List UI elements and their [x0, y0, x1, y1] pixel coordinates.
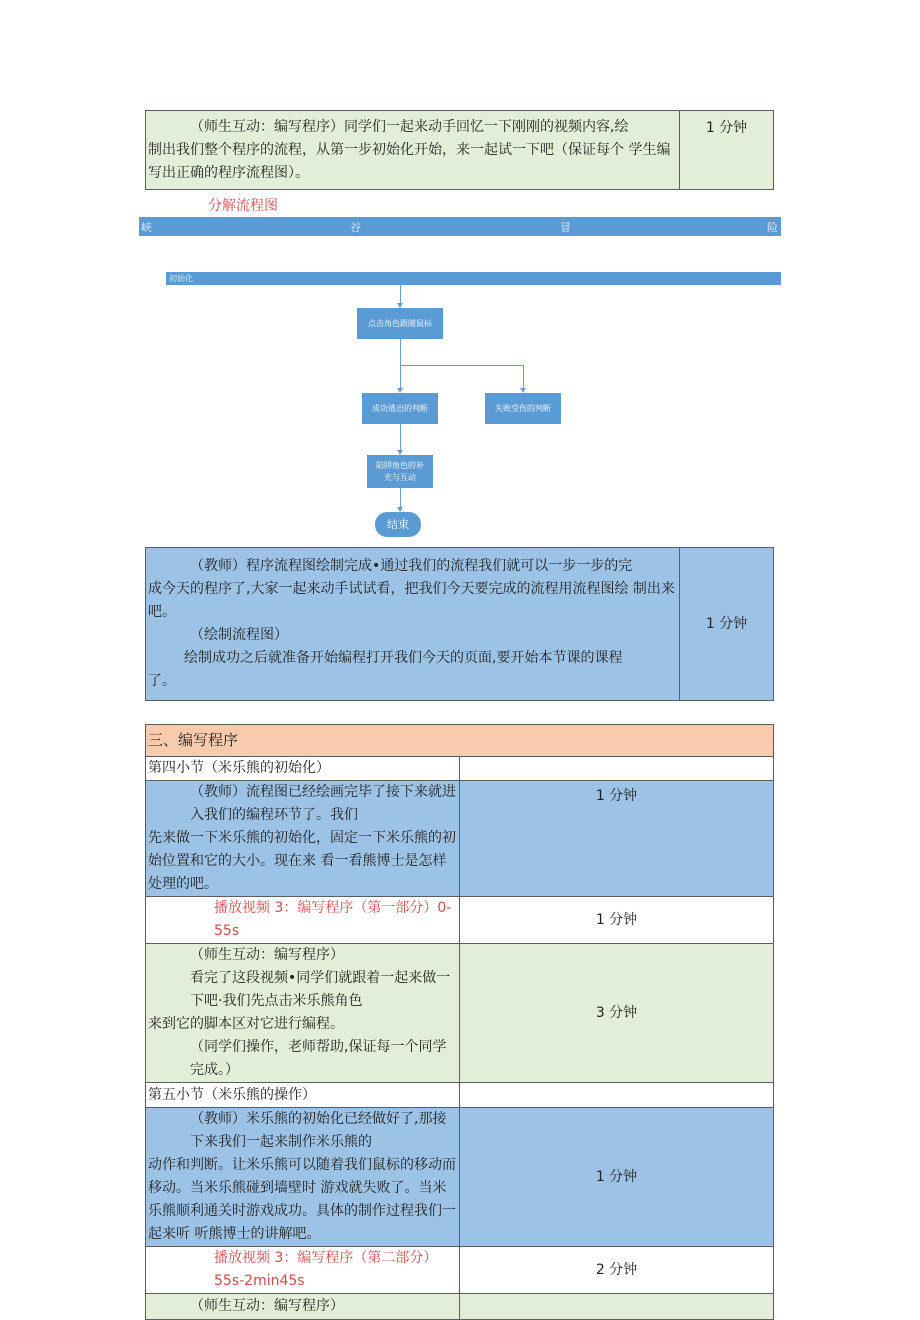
video-text: 播放视频 3：编写程序（第二部分）55s-2min45s	[214, 1250, 438, 1289]
flow-node-trap-role	[367, 455, 433, 488]
subsection-title: 第四小节（米乐熊的初始化）	[146, 757, 460, 781]
time-cell	[460, 757, 774, 781]
text-line: （师生互动：编写程序）同学们一起来动手回忆一下刚刚的视频内容,绘	[190, 118, 629, 135]
text-line: 制出我们整个程序的流程，从第一步初始化开始，来一起试一下吧（保证每个	[148, 141, 624, 158]
row-content	[146, 548, 680, 701]
time-cell: 1 分钟	[460, 1108, 774, 1247]
time-cell	[460, 1083, 774, 1108]
connector-line	[523, 365, 524, 388]
text-line: 看一看熊博士是怎样处理的吧。	[148, 853, 447, 892]
band-char: 冒	[560, 221, 571, 234]
node-text: 陷阱角色的补	[376, 460, 424, 470]
flow-node-end: 结束	[375, 512, 421, 537]
init-bar	[166, 272, 781, 285]
flow-node-follow-mouse: 点击角色跟随鼠标	[357, 308, 443, 339]
table-row	[146, 1294, 774, 1320]
video-text: 播放视频 3：编写程序（第一部分）0-55s	[214, 900, 452, 939]
time-cell	[460, 1294, 774, 1320]
connector-line	[400, 488, 401, 508]
row-content	[146, 944, 460, 1083]
band-char: 峡	[141, 221, 152, 234]
text-line: 学生编写出正确的程序流程图）。	[148, 141, 671, 181]
video-cell	[146, 1247, 460, 1294]
title-band	[139, 217, 781, 236]
table-row	[146, 1083, 774, 1108]
section-title: 分解流程图	[208, 198, 278, 214]
band-char: 谷	[350, 221, 361, 234]
text-line: （同学们操作，老师帮助,保证每一个同学完成。）	[190, 1039, 447, 1078]
table-row	[146, 548, 774, 701]
text-line: （教师）米乐熊的初始化已经做好了,那接下来我们一起来制作米乐熊的	[190, 1111, 447, 1150]
table-row	[146, 944, 774, 1083]
table-row	[146, 897, 774, 944]
text-line: 看完了这段视频•同学们就跟着一起来做一下吧·我们先点击米乐熊角色	[190, 970, 451, 1009]
init-label: 初始化	[169, 274, 193, 283]
time-cell: 3 分钟	[460, 944, 774, 1083]
table-row	[146, 725, 774, 757]
text-line: （师生互动：编写程序）	[190, 947, 344, 963]
top-interaction-table	[145, 110, 774, 190]
connector-line	[400, 365, 401, 388]
row-content	[146, 111, 680, 190]
table-row	[146, 1247, 774, 1294]
part-heading: 三、编写程序	[146, 725, 774, 757]
text-line: （师生互动：编写程序）	[190, 1298, 344, 1314]
text-line: 来到它的脚本区对它进行编程。	[148, 1016, 344, 1032]
row-content	[146, 1294, 460, 1320]
text-line: 成今天的程序了,大家一起来动手试试看，把我们今天要完成的流程用流程图绘	[148, 581, 629, 597]
text-line: 听熊博士的讲解吧。	[194, 1226, 321, 1242]
teacher-table	[145, 547, 774, 701]
flow-node-fail-check: 失败受伤的判断	[485, 393, 561, 424]
time-cell: 1 分钟	[680, 548, 774, 701]
band-char: 险	[767, 221, 778, 234]
time-cell: 1 分钟	[680, 111, 774, 190]
text-line: 绘制成功之后就准备开始编程打开我们今天的页面,要开始本节课的课程	[184, 650, 623, 666]
flow-node-escape-check: 成功逃出的判断	[362, 393, 438, 424]
time-cell: 1 分钟	[460, 781, 774, 897]
node-text: 充与互动	[384, 472, 416, 482]
text-line: 游戏就失败了。当米乐熊顺利通关时游戏成功。具体的制作过程我们一起来听	[148, 1180, 456, 1242]
part3-table	[145, 724, 774, 1320]
row-content	[146, 781, 460, 897]
table-row	[146, 757, 774, 781]
text-line: （教师）流程图已经绘画完毕了接下来就进入我们的编程环节了。我们	[190, 784, 456, 823]
connector-line	[400, 339, 401, 365]
text-line: （教师）程序流程图绘制完成•通过我们的流程我们就可以一步一步的完	[190, 558, 633, 574]
table-row	[146, 1108, 774, 1247]
text-line: 制出来吧。	[148, 581, 675, 620]
text-line: 了。	[148, 673, 176, 689]
text-line: 动作和判断。让米乐熊可以随着我们鼠标的移动而移动。当米乐熊碰到墙壁时	[148, 1157, 456, 1196]
table-row	[146, 111, 774, 190]
video-cell	[146, 897, 460, 944]
connector-line	[400, 424, 401, 451]
row-content	[146, 1108, 460, 1247]
text-line: 先来做一下米乐熊的初始化，固定一下米乐熊的初始位置和它的大小。现在来	[148, 830, 456, 869]
text-line: （绘制流程图）	[190, 627, 288, 643]
table-row	[146, 781, 774, 897]
time-cell: 1 分钟	[460, 897, 774, 944]
connector-line	[400, 365, 523, 366]
connector-line	[400, 285, 401, 305]
subsection-title: 第五小节（米乐熊的操作）	[146, 1083, 460, 1108]
time-cell: 2 分钟	[460, 1247, 774, 1294]
